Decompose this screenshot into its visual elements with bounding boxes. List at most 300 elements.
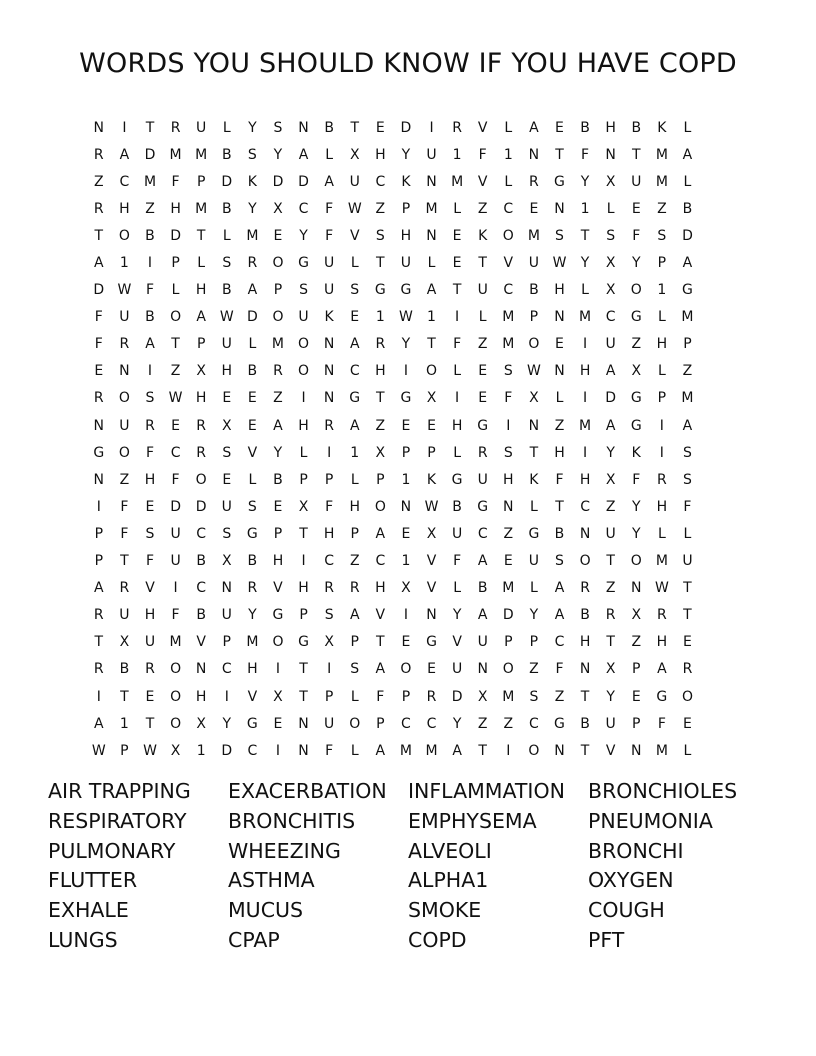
grid-letter: L (581, 282, 589, 299)
grid-letter: A (324, 173, 334, 190)
grid-letter: P (401, 688, 411, 705)
grid-letter: I (301, 553, 306, 570)
grid-letter: S (683, 471, 692, 488)
grid-letter: T (94, 227, 104, 244)
grid-letter: H (349, 498, 360, 515)
grid-letter: Y (273, 146, 283, 163)
grid-letter: E (631, 688, 641, 705)
grid-letter: A (349, 607, 360, 624)
grid-letter: N (119, 363, 130, 380)
word-list-item: MUCUS (228, 898, 304, 923)
grid-letter: S (222, 444, 232, 461)
grid-letter: Z (119, 471, 130, 488)
grid-letter: L (529, 580, 538, 597)
grid-letter: P (376, 471, 385, 488)
grid-letter: M (425, 200, 438, 217)
grid-letter: A (94, 255, 104, 272)
grid-letter: R (273, 363, 283, 380)
grid-letter: U (349, 173, 360, 190)
grid-letter: W (91, 742, 106, 759)
grid-letter: I (403, 363, 408, 380)
grid-letter: L (299, 444, 308, 461)
grid-row (86, 277, 700, 304)
grid-letter: R (196, 417, 207, 434)
grid-letter: D (246, 309, 258, 326)
grid-letter: V (196, 634, 206, 651)
grid-letter: R (656, 471, 667, 488)
grid-letter: X (375, 444, 386, 461)
grid-letter: L (171, 282, 180, 299)
grid-letter: K (401, 173, 411, 190)
grid-letter: L (657, 309, 666, 326)
grid-letter: U (400, 255, 412, 272)
grid-letter: R (247, 580, 258, 597)
grid-letter: A (375, 661, 386, 678)
grid-letter: G (656, 688, 668, 705)
grid-letter: E (427, 661, 436, 678)
grid-letter: Z (605, 580, 616, 597)
grid-letter: W (424, 498, 439, 515)
grid-letter: W (526, 363, 541, 380)
grid-letter: L (657, 363, 666, 380)
grid-letter: C (196, 525, 207, 542)
word-list-item: EMPHYSEMA (408, 808, 537, 833)
grid-letter: 1 (375, 309, 385, 326)
grid-letter: C (529, 715, 539, 732)
grid-letter: S (606, 227, 616, 244)
grid-letter: O (170, 309, 182, 326)
grid-letter: L (683, 742, 692, 759)
grid-letter: E (401, 525, 411, 542)
grid-letter: L (683, 525, 692, 542)
grid-letter: X (631, 607, 642, 624)
grid-letter: M (271, 336, 284, 353)
grid-letter: B (196, 607, 206, 624)
grid-letter: G (246, 715, 258, 732)
grid-letter: M (399, 742, 412, 759)
letter-grid (86, 114, 700, 764)
grid-letter: X (426, 390, 437, 407)
grid-letter: O (272, 309, 284, 326)
grid-letter: E (222, 390, 232, 407)
grid-letter: E (145, 688, 155, 705)
grid-letter: F (453, 336, 462, 353)
grid-letter: E (401, 634, 411, 651)
grid-letter: G (528, 525, 540, 542)
grid-letter: M (195, 146, 208, 163)
grid-letter: 1 (119, 715, 129, 732)
grid-letter: H (400, 227, 412, 244)
grid-letter: E (478, 390, 488, 407)
grid-letter: A (554, 607, 565, 624)
grid-letter: C (298, 200, 309, 217)
grid-letter: A (529, 119, 539, 136)
grid-letter: H (298, 417, 309, 434)
grid-letter: H (656, 336, 668, 353)
grid-letter: G (630, 417, 642, 434)
grid-letter: E (273, 227, 283, 244)
grid-letter: R (656, 607, 667, 624)
grid-letter: G (272, 607, 284, 624)
grid-letter: L (555, 390, 564, 407)
word-list-item: ASTHMA (228, 868, 315, 893)
grid-letter: L (504, 173, 513, 190)
grid-letter: M (502, 309, 515, 326)
grid-letter: F (120, 525, 129, 542)
grid-letter: L (248, 471, 257, 488)
grid-letter: R (247, 255, 258, 272)
grid-letter: 1 (196, 742, 206, 759)
grid-letter: K (426, 471, 437, 488)
grid-letter: I (147, 363, 153, 380)
grid-letter: H (656, 498, 668, 515)
grid-letter: F (376, 688, 385, 705)
grid-letter: L (478, 309, 487, 326)
grid-row (86, 629, 700, 656)
grid-letter: A (426, 282, 437, 299)
grid-letter: A (145, 336, 155, 353)
grid-row (86, 493, 700, 520)
word-list-item: ALVEOLI (408, 838, 492, 863)
grid-letter: Y (580, 173, 590, 190)
grid-letter: X (196, 715, 206, 732)
grid-letter: H (451, 417, 463, 434)
grid-letter: L (222, 227, 231, 244)
grid-letter: M (655, 553, 668, 570)
grid-letter: E (247, 417, 257, 434)
grid-letter: N (554, 309, 565, 326)
grid-letter: F (555, 471, 564, 488)
grid-letter: N (503, 498, 514, 515)
grid-letter: C (477, 525, 488, 542)
grid-letter: C (349, 363, 360, 380)
grid-letter: F (171, 471, 180, 488)
grid-letter: H (579, 471, 591, 488)
grid-letter: E (94, 363, 104, 380)
grid-letter: T (376, 255, 385, 272)
grid-letter: F (581, 146, 590, 163)
grid-letter: L (453, 580, 462, 597)
grid-letter: Z (529, 661, 539, 678)
grid-letter: C (580, 498, 590, 515)
grid-letter: L (606, 200, 615, 217)
grid-letter: O (195, 471, 207, 488)
grid-letter: B (221, 146, 232, 163)
grid-letter: M (527, 227, 540, 244)
grid-letter: B (324, 119, 334, 136)
grid-letter: B (477, 580, 488, 597)
grid-letter: O (118, 390, 130, 407)
grid-letter: U (528, 553, 540, 570)
grid-letter: T (376, 634, 385, 651)
grid-letter: N (298, 715, 309, 732)
grid-letter: A (273, 417, 283, 434)
grid-letter: T (683, 607, 692, 624)
grid-letter: S (145, 525, 155, 542)
grid-letter: X (605, 282, 616, 299)
grid-letter: Y (529, 607, 539, 624)
grid-letter: M (246, 227, 259, 244)
grid-letter: B (145, 309, 155, 326)
grid-letter: Z (375, 417, 386, 434)
grid-letter: C (324, 553, 335, 570)
grid-letter: T (171, 336, 180, 353)
grid-letter: Z (657, 200, 667, 217)
grid-letter: Y (248, 119, 257, 136)
grid-letter: Z (273, 390, 283, 407)
grid-row (86, 602, 700, 629)
grid-letter: V (477, 119, 488, 136)
page-title: WORDS YOU SHOULD KNOW IF YOU HAVE COPD (79, 48, 737, 79)
grid-letter: P (324, 471, 334, 488)
grid-letter: U (298, 309, 309, 326)
grid-letter: O (374, 498, 386, 515)
grid-letter: I (122, 119, 127, 136)
grid-letter: E (503, 553, 513, 570)
grid-letter: C (196, 580, 207, 597)
word-list-item: WHEEZING (228, 838, 341, 863)
grid-letter: S (657, 227, 667, 244)
grid-letter: N (323, 363, 335, 380)
grid-letter: R (93, 607, 104, 624)
grid-letter: F (94, 309, 103, 326)
word-list-item: PNEUMONIA (588, 808, 713, 833)
grid-letter: G (246, 525, 258, 542)
grid-letter: L (350, 688, 359, 705)
grid-letter: Z (349, 553, 360, 570)
grid-letter: S (222, 255, 232, 272)
grid-letter: N (554, 200, 565, 217)
grid-letter: S (350, 661, 360, 678)
grid-letter: G (93, 444, 105, 461)
grid-letter: F (94, 336, 103, 353)
grid-letter: G (682, 282, 693, 299)
grid-letter: U (324, 255, 335, 272)
grid-letter: X (221, 417, 232, 434)
grid-letter: R (452, 119, 462, 136)
grid-letter: G (451, 471, 463, 488)
grid-letter: P (350, 634, 359, 651)
grid-letter: 1 (401, 471, 411, 488)
grid-letter: U (324, 715, 335, 732)
grid-letter: H (170, 200, 181, 217)
grid-letter: H (272, 553, 284, 570)
grid-letter: B (221, 282, 232, 299)
grid-letter: H (605, 119, 616, 136)
word-list-item: PFT (588, 927, 625, 952)
grid-letter: C (503, 282, 514, 299)
grid-letter: T (580, 742, 590, 759)
grid-letter: M (169, 634, 182, 651)
grid-letter: H (375, 363, 386, 380)
grid-letter: G (426, 634, 437, 651)
grid-letter: F (325, 742, 334, 759)
grid-letter: X (605, 661, 616, 678)
grid-letter: I (506, 417, 511, 434)
grid-letter: W (168, 390, 183, 407)
grid-letter: A (349, 336, 360, 353)
grid-letter: X (298, 498, 309, 515)
grid-letter: 1 (350, 444, 360, 461)
grid-letter: R (170, 119, 181, 136)
grid-letter: Z (605, 498, 616, 515)
grid-letter: S (145, 390, 155, 407)
grid-letter: T (94, 634, 104, 651)
grid-letter: V (426, 580, 437, 597)
grid-letter: S (683, 444, 692, 461)
grid-letter: F (453, 553, 462, 570)
grid-letter: O (681, 688, 693, 705)
grid-row (86, 710, 700, 737)
grid-letter: X (324, 634, 334, 651)
grid-letter: I (659, 417, 664, 434)
grid-letter: C (503, 200, 514, 217)
grid-letter: L (350, 255, 359, 272)
grid-letter: N (400, 498, 412, 515)
grid-row (86, 249, 700, 276)
grid-letter: O (272, 255, 284, 272)
grid-letter: X (170, 742, 181, 759)
grid-row (86, 168, 700, 195)
grid-letter: R (119, 336, 130, 353)
grid-letter: I (275, 661, 281, 678)
grid-letter: A (196, 309, 206, 326)
grid-letter: Z (477, 715, 488, 732)
grid-row (86, 222, 700, 249)
grid-letter: A (682, 255, 693, 272)
grid-letter: Y (631, 525, 641, 542)
grid-letter: T (196, 227, 206, 244)
grid-letter: F (478, 146, 487, 163)
grid-letter: Y (631, 255, 641, 272)
grid-letter: M (425, 742, 438, 759)
grid-letter: L (350, 742, 359, 759)
grid-letter: Y (299, 227, 308, 244)
grid-letter: H (195, 390, 207, 407)
grid-letter: K (247, 173, 257, 190)
grid-letter: K (657, 119, 667, 136)
grid-letter: X (605, 255, 616, 272)
grid-letter: X (477, 688, 488, 705)
grid-letter: U (451, 525, 463, 542)
grid-letter: D (605, 390, 617, 407)
grid-letter: I (455, 390, 460, 407)
grid-letter: P (427, 444, 436, 461)
grid-letter: T (145, 715, 155, 732)
grid-letter: A (94, 715, 104, 732)
grid-letter: W (399, 309, 413, 326)
grid-letter: L (504, 119, 513, 136)
grid-letter: 1 (503, 146, 513, 163)
grid-letter: P (529, 309, 539, 326)
grid-letter: P (632, 661, 641, 678)
grid-letter: O (118, 444, 130, 461)
grid-letter: B (529, 282, 539, 299)
grid-letter: P (299, 471, 308, 488)
grid-letter: S (324, 607, 334, 624)
grid-letter: H (221, 363, 233, 380)
grid-letter: L (427, 255, 436, 272)
grid-letter: N (323, 390, 335, 407)
grid-letter: N (93, 119, 105, 136)
grid-row (86, 656, 700, 683)
grid-letter: L (248, 336, 257, 353)
grid-letter: R (93, 661, 104, 678)
grid-letter: 1 (119, 255, 129, 272)
grid-letter: R (93, 200, 104, 217)
grid-letter: H (323, 525, 335, 542)
grid-letter: A (375, 525, 386, 542)
grid-letter: D (400, 119, 412, 136)
grid-letter: Z (170, 363, 181, 380)
grid-letter: G (477, 417, 489, 434)
grid-letter: F (145, 553, 155, 570)
grid-letter: E (452, 227, 462, 244)
grid-letter: T (478, 742, 487, 759)
grid-letter: U (221, 498, 232, 515)
grid-letter: R (324, 417, 334, 434)
grid-letter: A (119, 146, 130, 163)
grid-letter: L (453, 200, 462, 217)
grid-letter: E (350, 309, 360, 326)
grid-letter: U (170, 553, 181, 570)
grid-letter: D (144, 146, 156, 163)
grid-letter: P (171, 255, 180, 272)
grid-letter: S (247, 146, 257, 163)
grid-letter: I (583, 444, 588, 461)
grid-letter: V (503, 255, 514, 272)
grid-letter: R (196, 444, 207, 461)
grid-letter: H (579, 363, 591, 380)
grid-letter: N (298, 742, 309, 759)
grid-letter: N (605, 146, 616, 163)
grid-letter: Y (452, 607, 462, 624)
grid-letter: 1 (401, 553, 411, 570)
grid-letter: S (222, 525, 232, 542)
grid-letter: L (529, 498, 538, 515)
grid-letter: T (376, 390, 385, 407)
grid-letter: Y (452, 715, 462, 732)
grid-letter: V (477, 173, 488, 190)
grid-letter: O (298, 336, 310, 353)
grid-letter: K (324, 309, 334, 326)
grid-letter: I (301, 390, 306, 407)
grid-letter: U (605, 336, 616, 353)
grid-letter: P (273, 282, 283, 299)
grid-letter: Y (606, 688, 615, 705)
grid-letter: Z (554, 688, 565, 705)
grid-letter: L (222, 119, 231, 136)
grid-letter: X (605, 173, 616, 190)
grid-letter: E (247, 390, 257, 407)
grid-letter: O (630, 282, 642, 299)
grid-letter: F (325, 498, 334, 515)
grid-letter: V (247, 688, 258, 705)
word-list-item: COPD (408, 927, 467, 952)
grid-letter: A (477, 607, 488, 624)
grid-letter: T (145, 119, 155, 136)
grid-letter: F (120, 498, 129, 515)
grid-letter: F (657, 715, 666, 732)
grid-letter: H (554, 282, 565, 299)
grid-letter: A (554, 580, 565, 597)
grid-letter: B (119, 661, 130, 678)
grid-letter: R (477, 444, 488, 461)
grid-letter: C (375, 173, 386, 190)
grid-letter: K (631, 444, 641, 461)
grid-letter: F (555, 661, 564, 678)
grid-row (86, 575, 700, 602)
